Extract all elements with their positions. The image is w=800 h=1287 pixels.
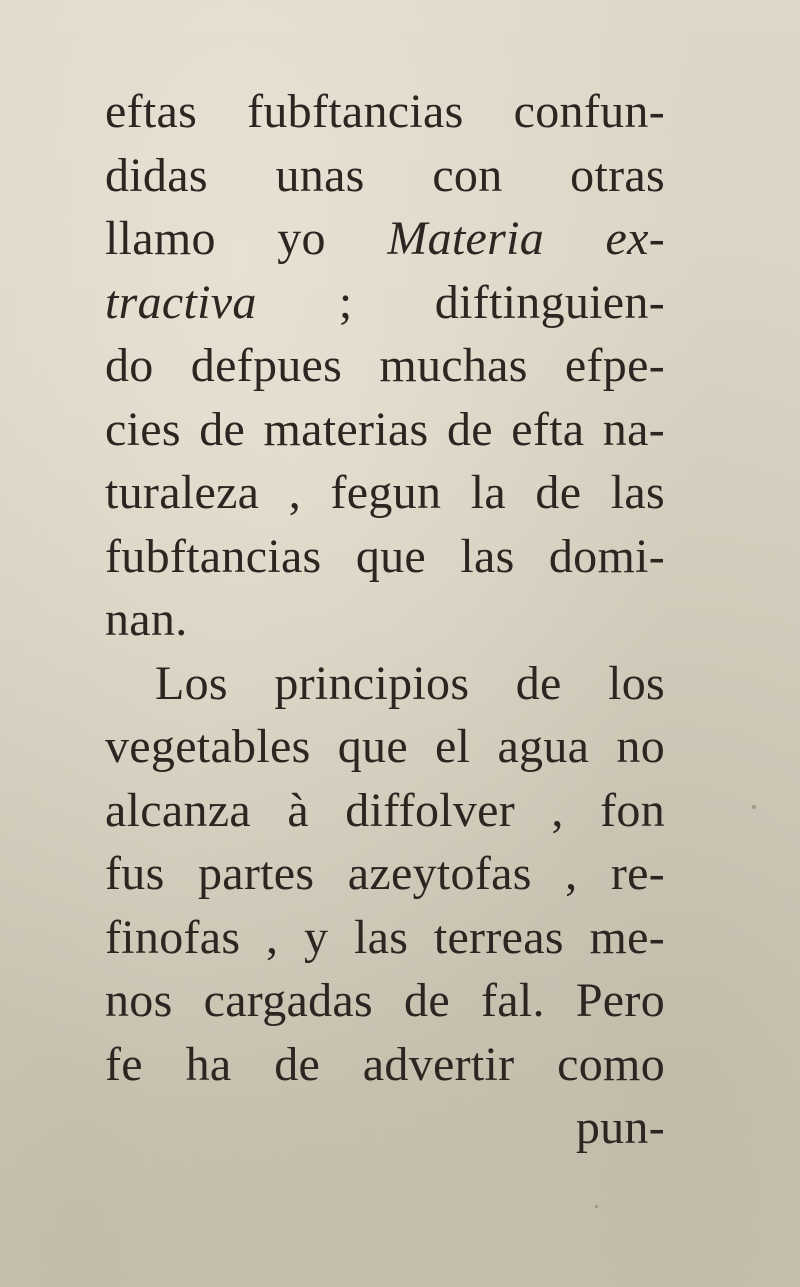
text-line: nos cargadas de fal. Pero <box>105 974 665 1027</box>
catchword: pun- <box>575 1101 665 1154</box>
text-line: finofas , y las terreas me- <box>105 910 665 964</box>
italic-term: tractiva <box>105 275 257 329</box>
text-line: fubftancias que las domi- <box>105 529 665 583</box>
text-line: turaleza , fegun la de las <box>105 466 665 519</box>
text-line: cies de materias de efta na- <box>105 402 665 456</box>
text-line: eftas fubftancias confun- <box>105 85 665 138</box>
text-line: vegetables que el agua no <box>105 720 665 773</box>
paragraph-end-line: nan. <box>105 593 188 646</box>
text-line: tractiva ; diftinguien- <box>105 275 665 329</box>
page-text <box>105 80 665 1160</box>
text-line: fe ha de advertir como <box>105 1037 665 1091</box>
ink-speck <box>595 1205 598 1208</box>
ink-speck <box>752 805 756 809</box>
text-line: llamo yo Materia ex- <box>105 212 665 265</box>
italic-term: Materia ex- <box>387 212 665 265</box>
paragraph-start-line: Los principios de los <box>155 656 665 710</box>
text-line: alcanza à diffolver , fon <box>105 783 665 837</box>
text-line: do defpues muchas efpe- <box>105 339 665 392</box>
text-line: fus partes azeytofas , re- <box>105 847 665 900</box>
text-line: didas unas con otras <box>105 148 665 202</box>
